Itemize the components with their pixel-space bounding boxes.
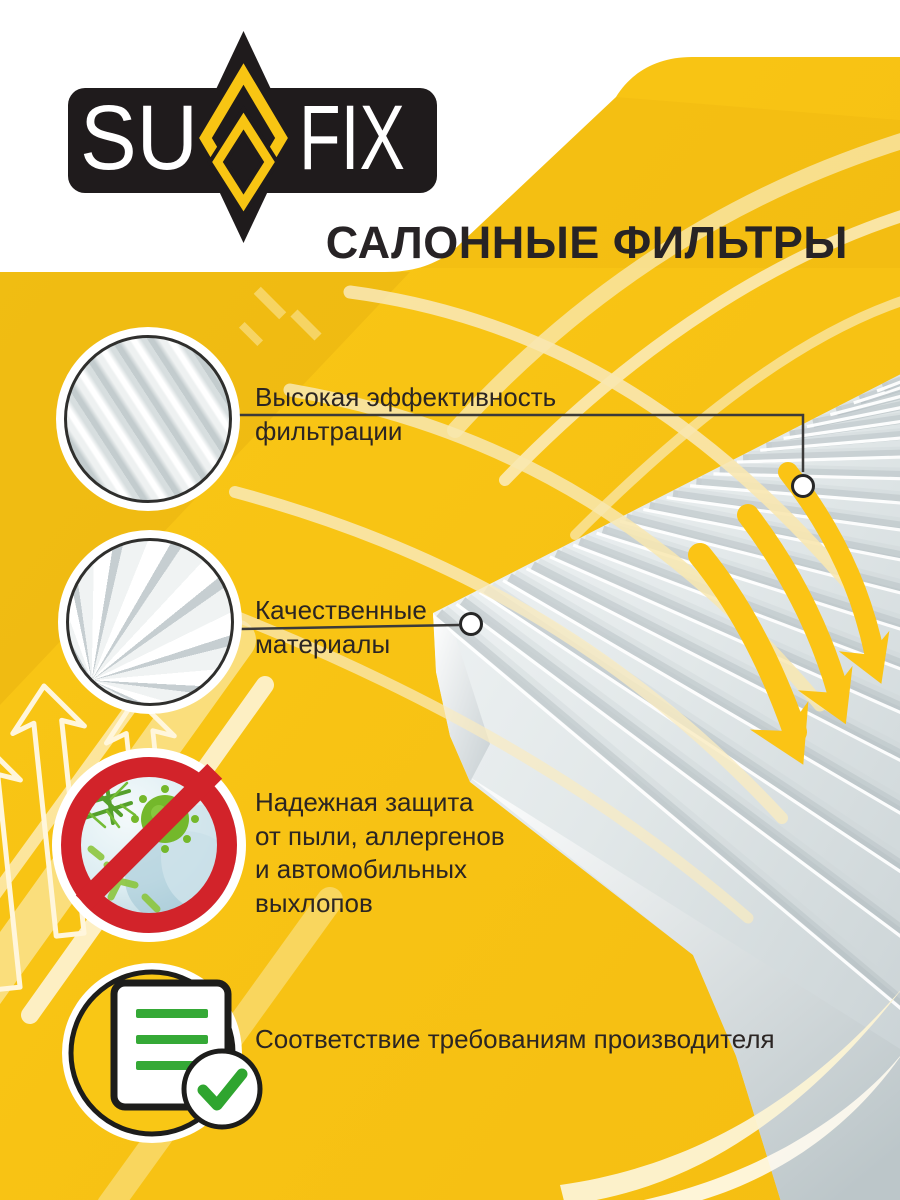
callout-dot-1 (793, 476, 814, 497)
logo-text-su: SU (80, 87, 198, 189)
badge-filtration-efficiency (56, 327, 240, 511)
feature-line: выхлопов (255, 887, 373, 918)
feature-compliance-text (255, 1023, 775, 1057)
feature-line: и автомобильных (255, 854, 468, 885)
feature-line: Надежная защита (255, 787, 474, 817)
title-line-2: ФИЛЬТРЫ (612, 217, 848, 268)
feature-line: материалы (255, 628, 391, 659)
badge-compliance (56, 957, 286, 1167)
feature-filtration-efficiency-text (255, 381, 556, 448)
feature-quality-materials-text (255, 594, 427, 661)
callout-dot-2 (461, 614, 482, 635)
feature-protection-text (255, 786, 505, 920)
logo-text-fix: FIX (299, 87, 405, 189)
feature-line: Соответствие требованиям производителя (255, 1024, 775, 1054)
feature-line: Качественные (255, 595, 427, 625)
badge-no-allergens (52, 748, 246, 942)
document-check-icon (114, 983, 260, 1127)
feature-line: от пыли, аллергенов (255, 820, 505, 851)
filter-pleats-closeup-icon (64, 335, 232, 503)
feature-line: Высокая эффективность (255, 382, 557, 412)
feature-line: фильтрации (255, 415, 403, 446)
page-title (326, 216, 848, 270)
title-line-1: САЛОННЫЕ (325, 217, 600, 268)
filter-media-closeup-icon (66, 538, 234, 706)
badge-quality-materials (58, 530, 242, 714)
